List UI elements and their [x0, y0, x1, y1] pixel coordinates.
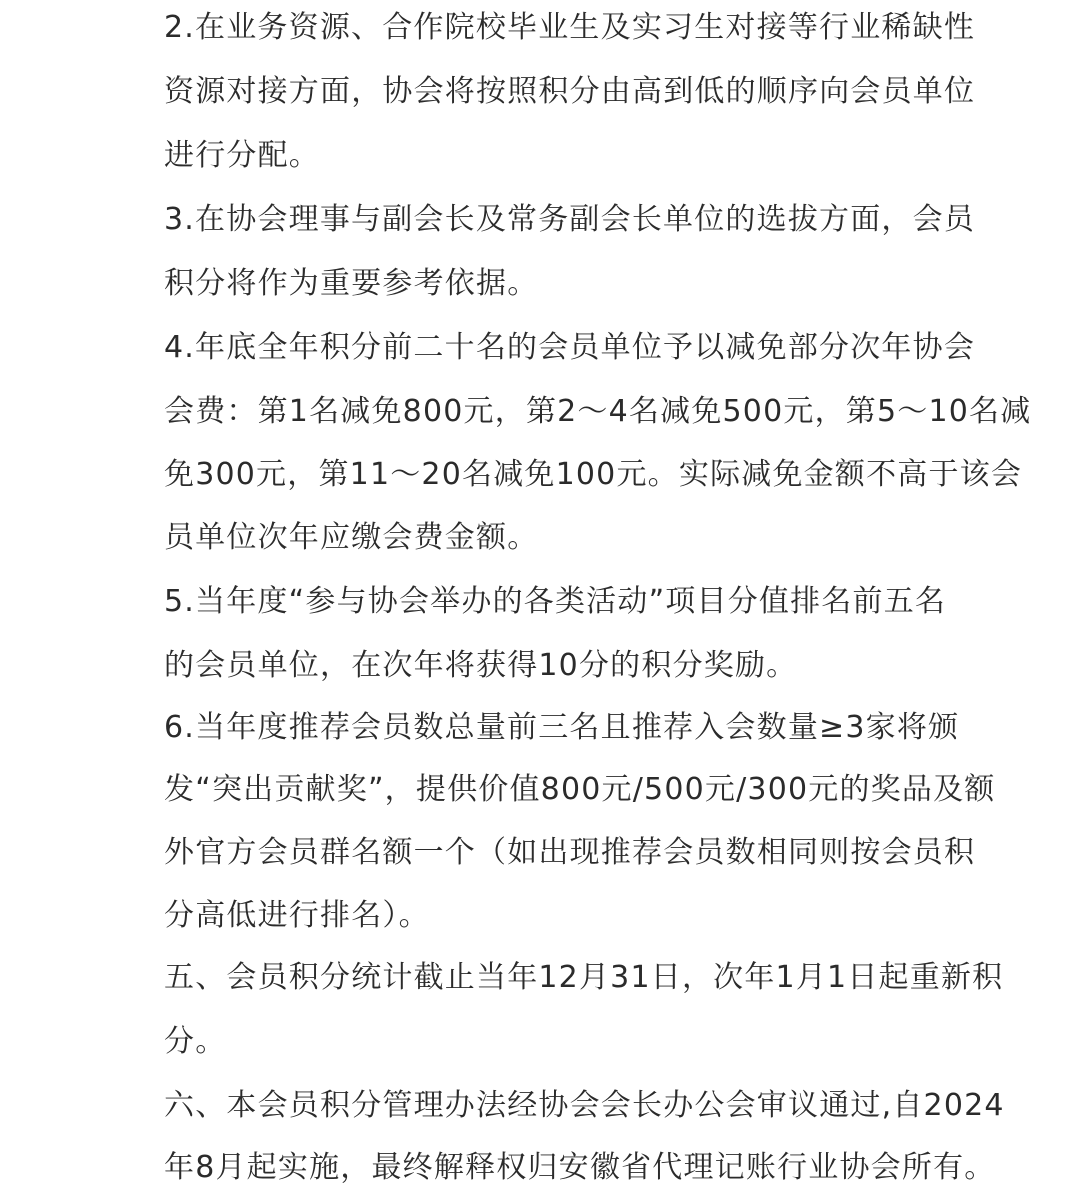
text-line: 外官方会员群名额一个（如出现推荐会员数相同则按会员积: [164, 835, 976, 870]
text-line: 五、会员积分统计截止当年12月31日，次年1月1日起重新积: [164, 960, 1004, 995]
text-line: 分高低进行排名）。: [164, 898, 430, 933]
text-line: 4.年底全年积分前二十名的会员单位予以减免部分次年协会: [164, 330, 976, 365]
text-line: 5.当年度“参与协会举办的各类活动”项目分值排名前五名: [164, 584, 947, 619]
text-line: 分。: [164, 1024, 227, 1059]
text-line: 会费：第1名减免800元，第2～4名减免500元，第5～10名减: [164, 394, 1032, 429]
text-line: 发“突出贡献奖”，提供价值800元/500元/300元的奖品及额: [164, 772, 996, 807]
text-line: 进行分配。: [164, 138, 320, 173]
text-line: 免300元，第11～20名减免100元。实际减免金额不高于该会: [164, 457, 1023, 492]
text-line: 资源对接方面，协会将按照积分由高到低的顺序向会员单位: [164, 74, 976, 109]
text-line: 员单位次年应缴会费金额。: [164, 520, 539, 555]
text-line: 6.当年度推荐会员数总量前三名且推荐入会数量≥3家将颁: [164, 710, 960, 745]
text-line: 的会员单位，在次年将获得10分的积分奖励。: [164, 648, 798, 683]
text-line: 3.在协会理事与副会长及常务副会长单位的选拔方面，会员: [164, 202, 976, 237]
text-line: 年8月起实施，最终解释权归安徽省代理记账行业协会所有。: [164, 1150, 996, 1185]
text-line: 积分将作为重要参考依据。: [164, 266, 539, 301]
text-line: 六、本会员积分管理办法经协会会长办公会审议通过,自2024: [164, 1088, 1005, 1123]
text-line: 2.在业务资源、合作院校毕业生及实习生对接等行业稀缺性: [164, 10, 976, 45]
